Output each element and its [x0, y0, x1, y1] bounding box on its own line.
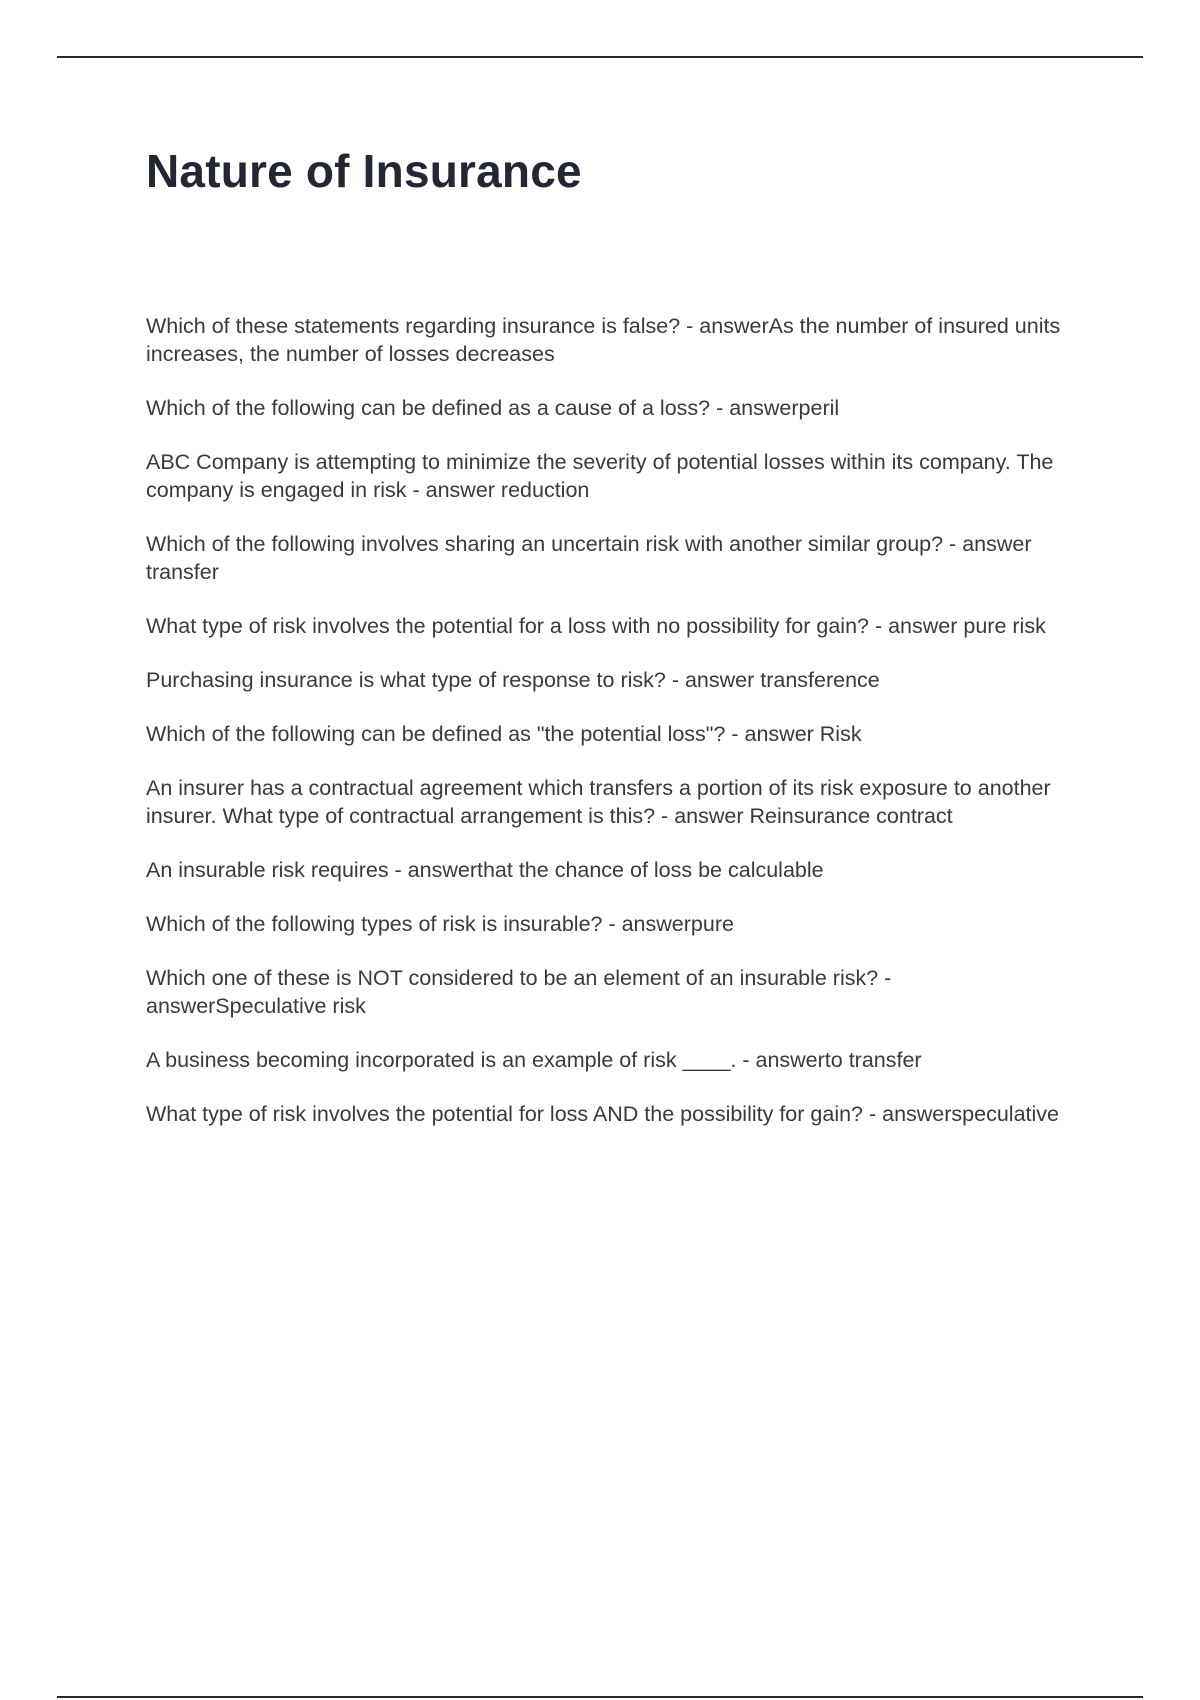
qa-item: Purchasing insurance is what type of response to risk? - answer transference	[146, 668, 880, 692]
qa-item: Which of the following involves sharing an uncertain risk with another similar group? - answer transfer	[146, 532, 1032, 584]
qa-item: An insurer has a contractual agreement which transfers a portion of its risk exposure to another insurer. What type of contractual arrangement is this? - answer Reinsurance contract	[146, 776, 1051, 828]
qa-item: What type of risk involves the potential for a loss with no possibility for gain? - answer pure risk	[146, 614, 1046, 638]
qa-item: A business becoming incorporated is an example of risk ____. - answerto transfer	[146, 1048, 922, 1072]
qa-list	[146, 312, 1076, 1154]
qa-item: Which of the following types of risk is insurable? - answerpure	[146, 912, 734, 936]
qa-item: Which of the following can be defined as "the potential loss"? - answer Risk	[146, 722, 862, 746]
qa-item: Which one of these is NOT considered to be an element of an insurable risk? - answerSpeculative risk	[146, 966, 892, 1018]
qa-item: Which of the following can be defined as a cause of a loss? - answerperil	[146, 396, 840, 420]
qa-item: ABC Company is attempting to minimize the severity of potential losses within its company. The company is engaged in risk - answer reduction	[146, 450, 1054, 502]
qa-item: Which of these statements regarding insurance is false? - answerAs the number of insured units increases, the number of losses decreases	[146, 314, 1061, 366]
qa-item: An insurable risk requires - answerthat the chance of loss be calculable	[146, 858, 824, 882]
bottom-divider	[57, 1696, 1143, 1698]
qa-item: What type of risk involves the potential for loss AND the possibility for gain? - answerspeculative	[146, 1102, 1059, 1126]
page-title: Nature of Insurance	[146, 145, 582, 197]
top-divider	[57, 56, 1143, 58]
